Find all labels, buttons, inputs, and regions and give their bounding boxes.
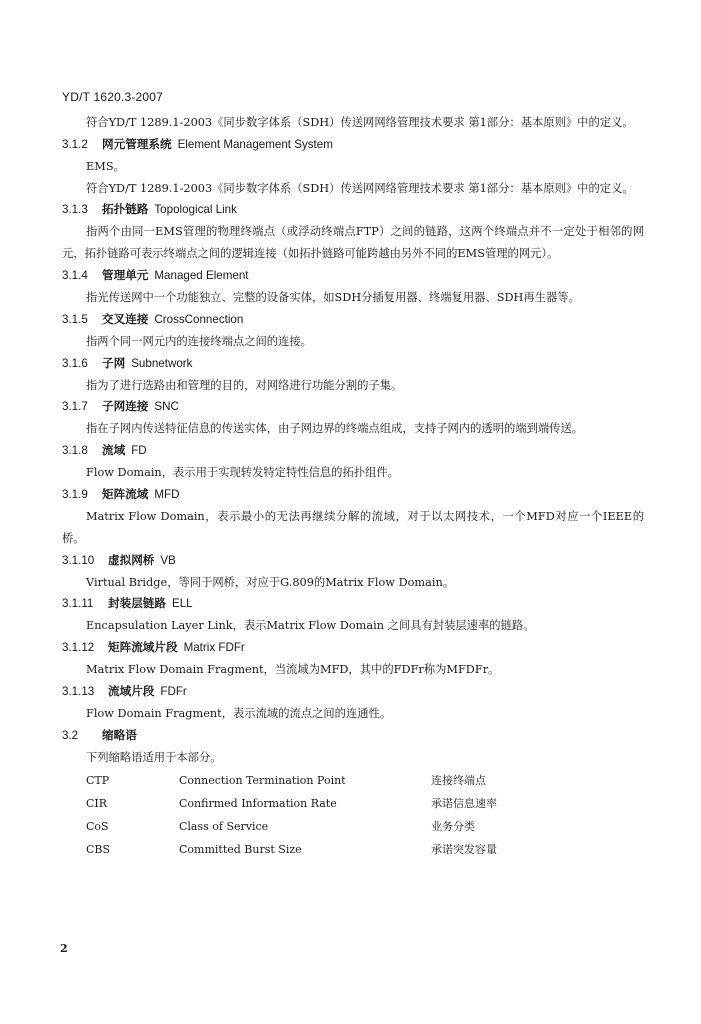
page-number: 2 [60,942,68,955]
abbreviation-cell: CoS [86,819,109,833]
section-heading [62,309,644,331]
section-number: 3.1.2 [62,137,88,151]
section-heading [62,134,644,156]
section-title-en: Element Management System [177,137,333,151]
section-heading [62,265,644,287]
abbreviation-row [86,838,497,861]
body-paragraph: Flow Domain，表示用于实现转发特定特性信息的拓扑组件。 [86,466,399,480]
section-title-zh: 矩阵流域片段 [108,641,178,655]
body-paragraph: 指光传送网中一个功能独立、完整的设备实体，如SDH分插复用器、终端复用器、SDH再生器等。 [86,290,580,304]
section-title-en: CrossConnection [154,312,244,326]
section-heading [62,550,644,572]
section-heading [62,725,644,747]
section-number: 3.1.8 [62,444,88,458]
abbreviation-chinese-cell: 业务分类 [431,820,475,834]
section-number: 3.1.11 [62,597,94,611]
section-number: 3.1.10 [62,553,95,567]
abbreviation-cell: CBS [86,842,111,856]
section-title-zh: 拓扑链路 [102,203,149,217]
section-title-en: Topological Link [154,203,237,217]
section-title-en: Matrix FDFr [183,641,245,655]
body-paragraph: Matrix Flow Domain Fragment，当流域为MFD，其中的FDFr称为MFDFr。 [86,663,500,677]
section-title-zh: 管理单元 [102,268,149,282]
body-paragraph: Flow Domain Fragment，表示流域的流点之间的连通性。 [86,706,392,720]
body-paragraph: 指两个同一网元内的连接终端点之间的连接。 [86,334,312,348]
section-title-en: VB [160,553,176,567]
section-title-zh: 矩阵流域 [102,487,149,501]
abbreviation-row [86,792,497,815]
section-title-zh: 子网 [102,356,126,370]
section-title-zh: 网元管理系统 [102,137,172,151]
section-title-zh: 缩略语 [102,728,137,742]
section-title-zh: 流域片段 [108,684,155,698]
abbreviation-row [86,815,497,838]
section-heading [62,681,644,703]
abbreviation-chinese-cell: 承诺突发容量 [431,843,497,857]
body-paragraph: 符合YD/T 1289.1-2003《同步数字体系（SDH）传送网网络管理技术要求 第1部分：基本原则》中的定义。 [86,116,634,129]
section-title-en: MFD [154,487,180,501]
section-title-en: FD [131,444,147,458]
section-title-zh: 子网连接 [102,400,149,414]
section-heading [62,593,644,615]
abbreviation-row [86,769,497,792]
section-number: 3.1.5 [62,312,88,326]
section-heading [62,637,644,659]
section-number: 3.1.3 [62,203,88,217]
abbreviation-table [86,769,497,861]
body-paragraph: 下列缩略语适用于本部分。 [86,750,222,764]
section-title-en: Managed Element [154,268,249,282]
section-number: 3.2 [62,728,79,742]
section-number: 3.1.7 [62,400,88,414]
document-body [62,112,644,861]
body-paragraph: EMS。 [86,159,125,173]
abbreviation-english-cell: Connection Termination Point [179,773,346,787]
section-title-en: FDFr [160,684,187,698]
body-paragraph: 指在子网内传送特征信息的传送实体，由子网边界的终端点组成，支持子网内的透明的端到端传送。 [86,422,584,436]
section-heading [62,396,644,418]
abbreviation-cell: CIR [86,796,108,810]
section-heading [62,353,644,375]
abbreviation-cell: CTP [86,773,110,787]
section-number: 3.1.13 [62,684,95,698]
section-heading [62,199,644,221]
section-title-zh: 交叉连接 [102,312,149,326]
document-code-header: YD/T 1620.3-2007 [62,90,164,104]
body-paragraph: Matrix Flow Domain，表示最小的无法再继续分解的流域，对于以太网技术，一个MFD对应一个IEEE的桥。 [62,509,644,545]
section-number: 3.1.9 [62,487,88,501]
section-number: 3.1.4 [62,268,88,282]
body-paragraph: 指为了进行选路由和管理的目的，对网络进行功能分割的子集。 [86,378,403,392]
section-number: 3.1.12 [62,641,95,655]
section-title-zh: 流域 [102,444,126,458]
body-paragraph: Virtual Bridge，等同于网桥，对应于G.809的Matrix Flow Domain。 [86,575,455,589]
section-heading [62,440,644,462]
section-title-zh: 封装层链路 [108,597,166,611]
section-title-en: Subnetwork [131,356,193,370]
section-number: 3.1.6 [62,356,88,370]
section-heading [62,484,644,506]
body-paragraph: Encapsulation Layer Link，表示Matrix Flow Domain 之间具有封装层速率的链路。 [86,619,535,633]
section-title-en: ELL [171,597,193,611]
body-paragraph: 指两个由同一EMS管理的物理终端点（或浮动终端点FTP）之间的链路，这两个终端点并不一定处于相邻的网元，拓扑链路可表示终端点之间的逻辑连接（如拓扑链路可能跨越由另外不同的EMS管理的网元）。 [62,225,644,261]
section-title-en: SNC [154,400,179,414]
abbreviation-chinese-cell: 连接终端点 [431,774,486,788]
section-title-zh: 虚拟网桥 [108,553,155,567]
abbreviation-chinese-cell: 承诺信息速率 [431,797,497,811]
abbreviation-english-cell: Confirmed Information Rate [179,796,337,810]
abbreviation-english-cell: Committed Burst Size [179,842,302,856]
abbreviation-english-cell: Class of Service [179,819,269,833]
body-paragraph: 符合YD/T 1289.1-2003《同步数字体系（SDH）传送网网络管理技术要求 第1部分：基本原则》中的定义。 [86,181,634,195]
